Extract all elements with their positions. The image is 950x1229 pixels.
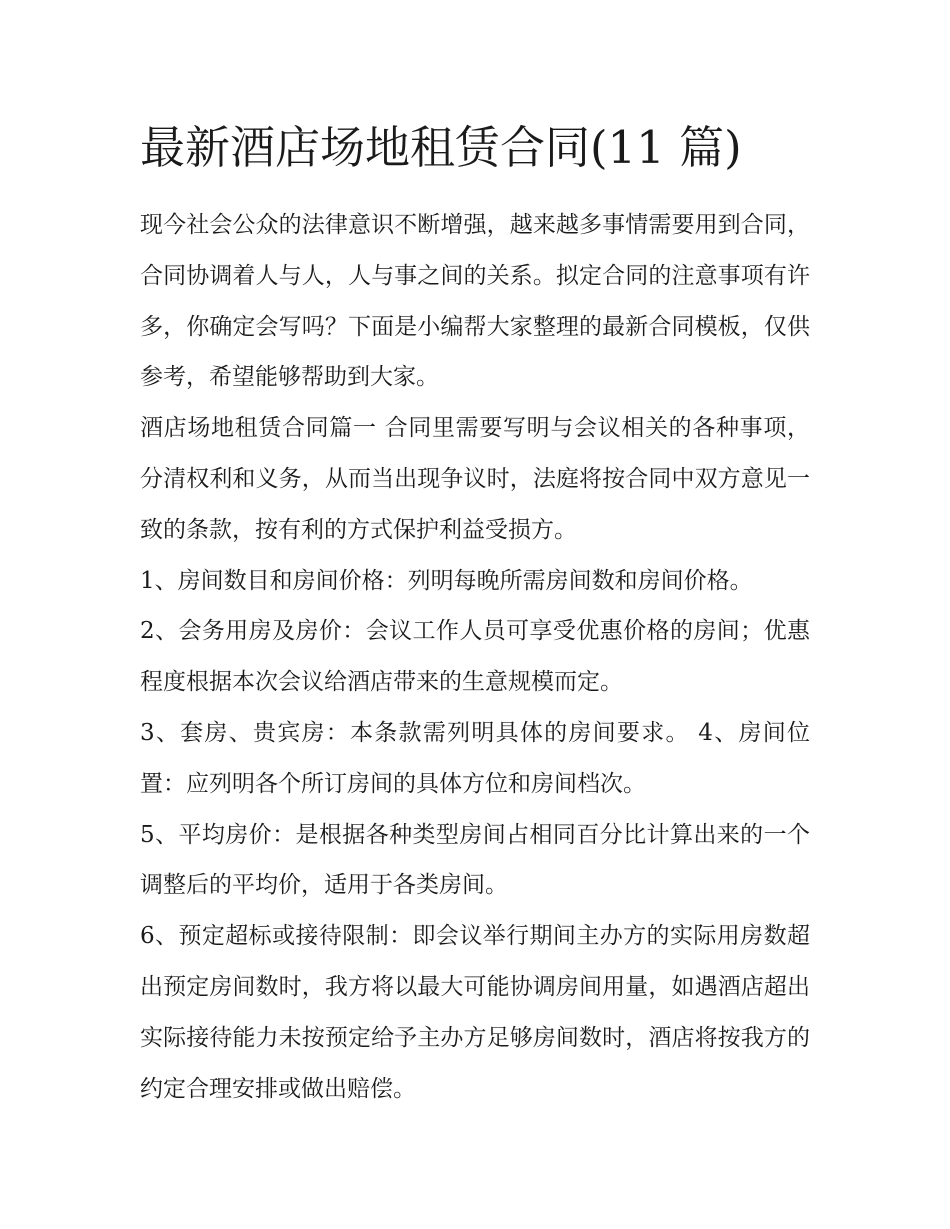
section-one-paragraph: 酒店场地租赁合同篇一 合同里需要写明与会议相关的各种事项，分清权利和义务，从而当出现争议时，法庭将按合同中双方意见一致的条款，按有利的方式保护利益受损方。 [140, 415, 810, 543]
clause-5-average-rate: 5、平均房价：是根据各种类型房间占相同百分比计算出来的一个调整后的平均价，适用于各类房间。 [140, 821, 810, 899]
clause-1-room-count-price: 1、房间数目和房间价格：列明每晚所需房间数和房间价格。 [140, 567, 753, 594]
document-body [140, 200, 810, 1114]
document-title: 最新酒店场地租赁合同(11 篇) [140, 121, 742, 174]
clause-2-staff-rooms: 2、会务用房及房价：会议工作人员可享受优惠价格的房间；优惠程度根据本次会议给酒店带来的生意规模而定。 [140, 618, 810, 696]
clause-3-4-suites-location: 3、套房、贵宾房：本条款需列明具体的房间要求。 4、房间位置：应列明各个所订房间的具体方位和房间档次。 [140, 719, 810, 797]
clause-6-overbooking: 6、预定超标或接待限制：即会议举行期间主办方的实际用房数超出预定房间数时，我方将以最大可能协调房间用量，如遇酒店超出实际接待能力未按预定给予主办方足够房间数时，酒店将按我方的约定合理安排或做出赔偿。 [140, 923, 810, 1102]
intro-paragraph: 现今社会公众的法律意识不断增强，越来越多事情需要用到合同，合同协调着人与人，人与事之间的关系。拟定合同的注意事项有许多，你确定会写吗？下面是小编帮大家整理的最新合同模板，仅供参考，希望能够帮助到大家。 [140, 212, 810, 391]
